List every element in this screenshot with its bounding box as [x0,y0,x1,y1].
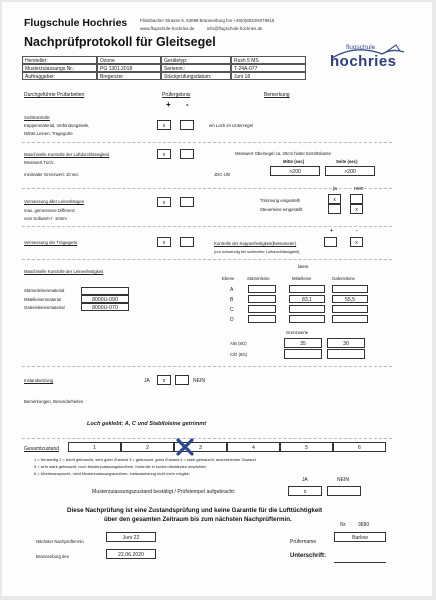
middle-line-header: Mittelleine [292,276,312,281]
condition-legend: 5 = sehr stark gebraucht, noch Musterzulassungskonform, Kontrolle in kurzen Abständen empfohlen [34,464,207,469]
info-value: Ozone [97,56,161,64]
riser-title: Vermessung der Tragegurte [24,240,78,245]
repair-yes-label: JA [144,378,150,384]
info-label: Hersteller: [22,56,97,64]
riser-minus-box[interactable] [180,237,194,247]
trim-no-box[interactable] [350,194,363,204]
info-value: Juni 18 [231,72,306,80]
visual-check-title: Sichtkontrolle [24,115,50,120]
level-label: C [230,307,234,313]
middle-material-label: Mittelleinenmaterial [24,297,62,302]
condition-legend: 1 = Neuwertig 2 = leicht gebraucht, sehr guter Zustand 3 = gebraucht, guter Zustand 4 = stark gebraucht, ausreichender Zustand [34,457,256,462]
number-label: Nr. [340,522,347,528]
level-header: Ebene [222,276,235,281]
remarks-text: Loch geklebt; A, C und Stabiloleine getrimmt [87,421,207,427]
stamp-yes-box[interactable]: x [288,486,322,496]
info-value: Rush 5 MS [231,56,306,64]
canopy-strength-note: Kontrolle der Kappenfestigkeit(Betsometer) [214,241,297,246]
document-title: Nachprüfprotokoll für Gleitsegel [24,35,216,49]
repair-no-label: NEIN [193,378,205,384]
condition-3[interactable]: 3 [174,442,227,452]
canopy-strength-note2: (nur notwendig bei schlechter Luftdurchlässigkeit) [214,249,300,254]
center-sec-label: Mitte (sec) [283,159,305,164]
line-length-title: Vermessung aller Leinenlängen [24,199,85,204]
signature-line [334,562,386,563]
school-name: Flugschule Hochries [24,17,128,29]
next-inspection-label: Nächster Nachprüftermin [36,539,84,544]
number-value: 3690 [358,522,370,528]
minus-header: - [186,100,189,109]
gallery-line-c[interactable] [332,305,368,313]
air-permeability-desc: minimaler Grenzwert: 10 sec [24,172,79,177]
divider [22,142,392,143]
info-value: T-24A-077 [231,64,306,72]
main-line-a[interactable] [248,285,276,293]
air-permeability-desc: Messwert Tuch: [24,160,55,165]
stamp-no-box[interactable] [327,486,361,496]
level-label: D [230,317,234,323]
main-line-b[interactable] [248,295,276,303]
info-label: Auftraggeber: [22,72,97,80]
protocol-sheet [2,2,432,596]
gallery-line-a[interactable] [332,285,368,293]
info-label: Stückprüfungsdatum: [161,72,231,80]
air-permeability-note: Messwert Obersegel ca. 20cm hinter Eintrittskante [235,151,332,156]
divider [22,438,392,439]
signature-label: Unterschrift: [290,553,327,559]
stamp-label: Musterzulassungszustand bestätigt / Prüfstempel aufgebracht: [92,489,236,495]
brake-line-no-box[interactable]: x [350,204,363,214]
ab-limit-middle[interactable]: 35 [284,338,322,348]
main-material-value[interactable] [81,287,129,295]
logo-top-text: flugschule [346,44,376,51]
no-header: nein [354,186,364,192]
condition-2[interactable]: 2 [121,442,174,452]
checks-header: Durchgeführte Prüfarbeiten [24,92,85,98]
disclaimer-line: Diese Nachprüfung ist eine Zustandsprüfung und keine Garantie für die Lufttüchtigkeit [67,507,323,514]
side-sec-label: Seite (sec) [336,159,358,164]
gallery-line-d[interactable] [332,315,368,323]
gallery-material-label: Galerieleinenmaterial [24,305,65,310]
gallery-line-b[interactable]: 55,5 [332,295,368,303]
line-length-plus-box[interactable]: x [157,197,171,207]
hochries-logo [326,42,416,76]
condition-5[interactable]: 5 [280,442,333,452]
cd-limit-gallery[interactable] [327,349,365,359]
logo-main-text: hochries [330,53,397,70]
canopy-strength-minus-box[interactable]: x [350,237,363,247]
trim-label: Trimmung eingestellt [260,198,300,203]
divider [22,366,392,367]
stamp-yes-label: JA [302,477,308,483]
middle-material-value[interactable]: 8000U-090 [81,295,129,303]
repair-title: Instandsetzung [24,378,54,383]
remarks-title: Bemerkungen, Besonderheiten [24,399,84,404]
measuring-device: JDC-Uhr [214,172,231,177]
divider [22,226,392,227]
middle-line-a[interactable] [289,285,325,293]
line-length-desc: vom Sollwert+/- 10mm [24,216,67,221]
condition-1[interactable]: 1 [68,442,121,452]
main-line-header: Stammleine [247,276,270,281]
visual-check-remark: ein Loch im Untersegel [209,123,253,128]
info-value: PG 1301.2018 [97,64,161,72]
info-label: Gerätetyp: [161,56,231,64]
limits-label: Grenzwerte [286,330,309,335]
repair-no-box[interactable] [175,375,189,385]
cd-limit-label: C/D (6G) [230,352,248,357]
main-line-c[interactable] [248,305,276,313]
condition-4[interactable]: 4 [227,442,280,452]
stamp-no-label: NEIN [337,477,349,483]
air-permeability-minus-box[interactable] [180,149,194,159]
side-sec-value[interactable]: >200 [325,166,375,176]
school-web: www.flugschule-hochries.de [140,26,195,31]
result-header: Prüfergebnis [162,92,191,98]
yes-header: ja [333,186,337,192]
line-strength-title: Maschinelle Kontrolle der Leinenfestigkeit [24,269,104,274]
visual-check-plus-box[interactable]: x [157,120,171,130]
overall-condition-title: Gesamtzustand [24,446,60,452]
gallery-line-header: Galerieleine [332,276,355,281]
info-label: Musterzulassungs Nr.: [22,64,97,72]
date-value[interactable]: 22.06.2020 [106,549,156,559]
ab-limit-label: A/B (8G) [230,341,247,346]
trim-yes-box[interactable]: x [328,194,341,204]
info-label: Seriennr.: [161,64,231,72]
line-length-minus-box[interactable] [180,197,194,207]
next-inspection-value[interactable]: Juni 22 [106,532,156,542]
ab-limit-gallery[interactable]: 30 [327,338,365,348]
school-address: Flintsbacher Strasse 6, 83098 Brannenburg fon +49(0)8034/6079618 [140,18,275,23]
divider [22,259,392,260]
info-value: Bregenzer [97,72,161,80]
visual-check-desc: Kappenmaterial, Verbindungsteile, [24,123,90,128]
selected-condition-marker [176,438,194,456]
riser-plus-box[interactable]: x [157,237,171,247]
brake-line-label: Steuerleine eingestellt [260,207,303,212]
middle-line-b[interactable]: 83,1 [289,295,325,303]
condition-legend: 6 = Überbeansprucht, nicht Musterzulassungskonform, Instandsetzung nicht mehr möglich [34,471,190,476]
main-material-label: Stammleinenmaterial [24,288,65,293]
city-label: Brannenburg den [36,554,70,559]
inspector-value[interactable]: Barlow [334,532,386,542]
level-label: B [230,297,234,303]
canopy-strength-plus-box[interactable] [324,237,337,247]
inspector-label: Prüfername [290,539,317,545]
latest-label: latest [298,264,309,269]
line-length-desc: max. gemessene Differenz [24,208,76,213]
strength-plus-header: + [330,228,333,234]
visual-check-desc: Nähte,Leinen, Tragegurte [24,131,73,136]
center-sec-value[interactable]: >200 [270,166,320,176]
school-email: info@flugschule-hochries.de [207,26,263,31]
brake-line-yes-box[interactable] [328,204,341,214]
middle-line-c[interactable] [289,305,325,313]
repair-yes-box[interactable]: x [157,375,171,385]
disclaimer-line: über den gesamten Zeitraum bis zum nächsten Nachprüftermin. [104,516,292,523]
plus-header: + [166,100,171,109]
condition-6[interactable]: 6 [333,442,386,452]
main-line-d[interactable] [248,315,276,323]
remark-header: Bemerkung [264,92,290,98]
air-permeability-title: Maschinelle Kontrolle der Luftdurchlässigkeit [24,152,110,157]
air-permeability-plus-box[interactable]: x [157,149,171,159]
cd-limit-middle[interactable] [284,349,322,359]
middle-line-d[interactable] [289,315,325,323]
level-label: A [230,287,234,293]
gallery-material-value[interactable]: 8000U-070 [81,303,129,311]
strength-minus-header: - [356,228,358,234]
visual-check-minus-box[interactable] [180,120,194,130]
